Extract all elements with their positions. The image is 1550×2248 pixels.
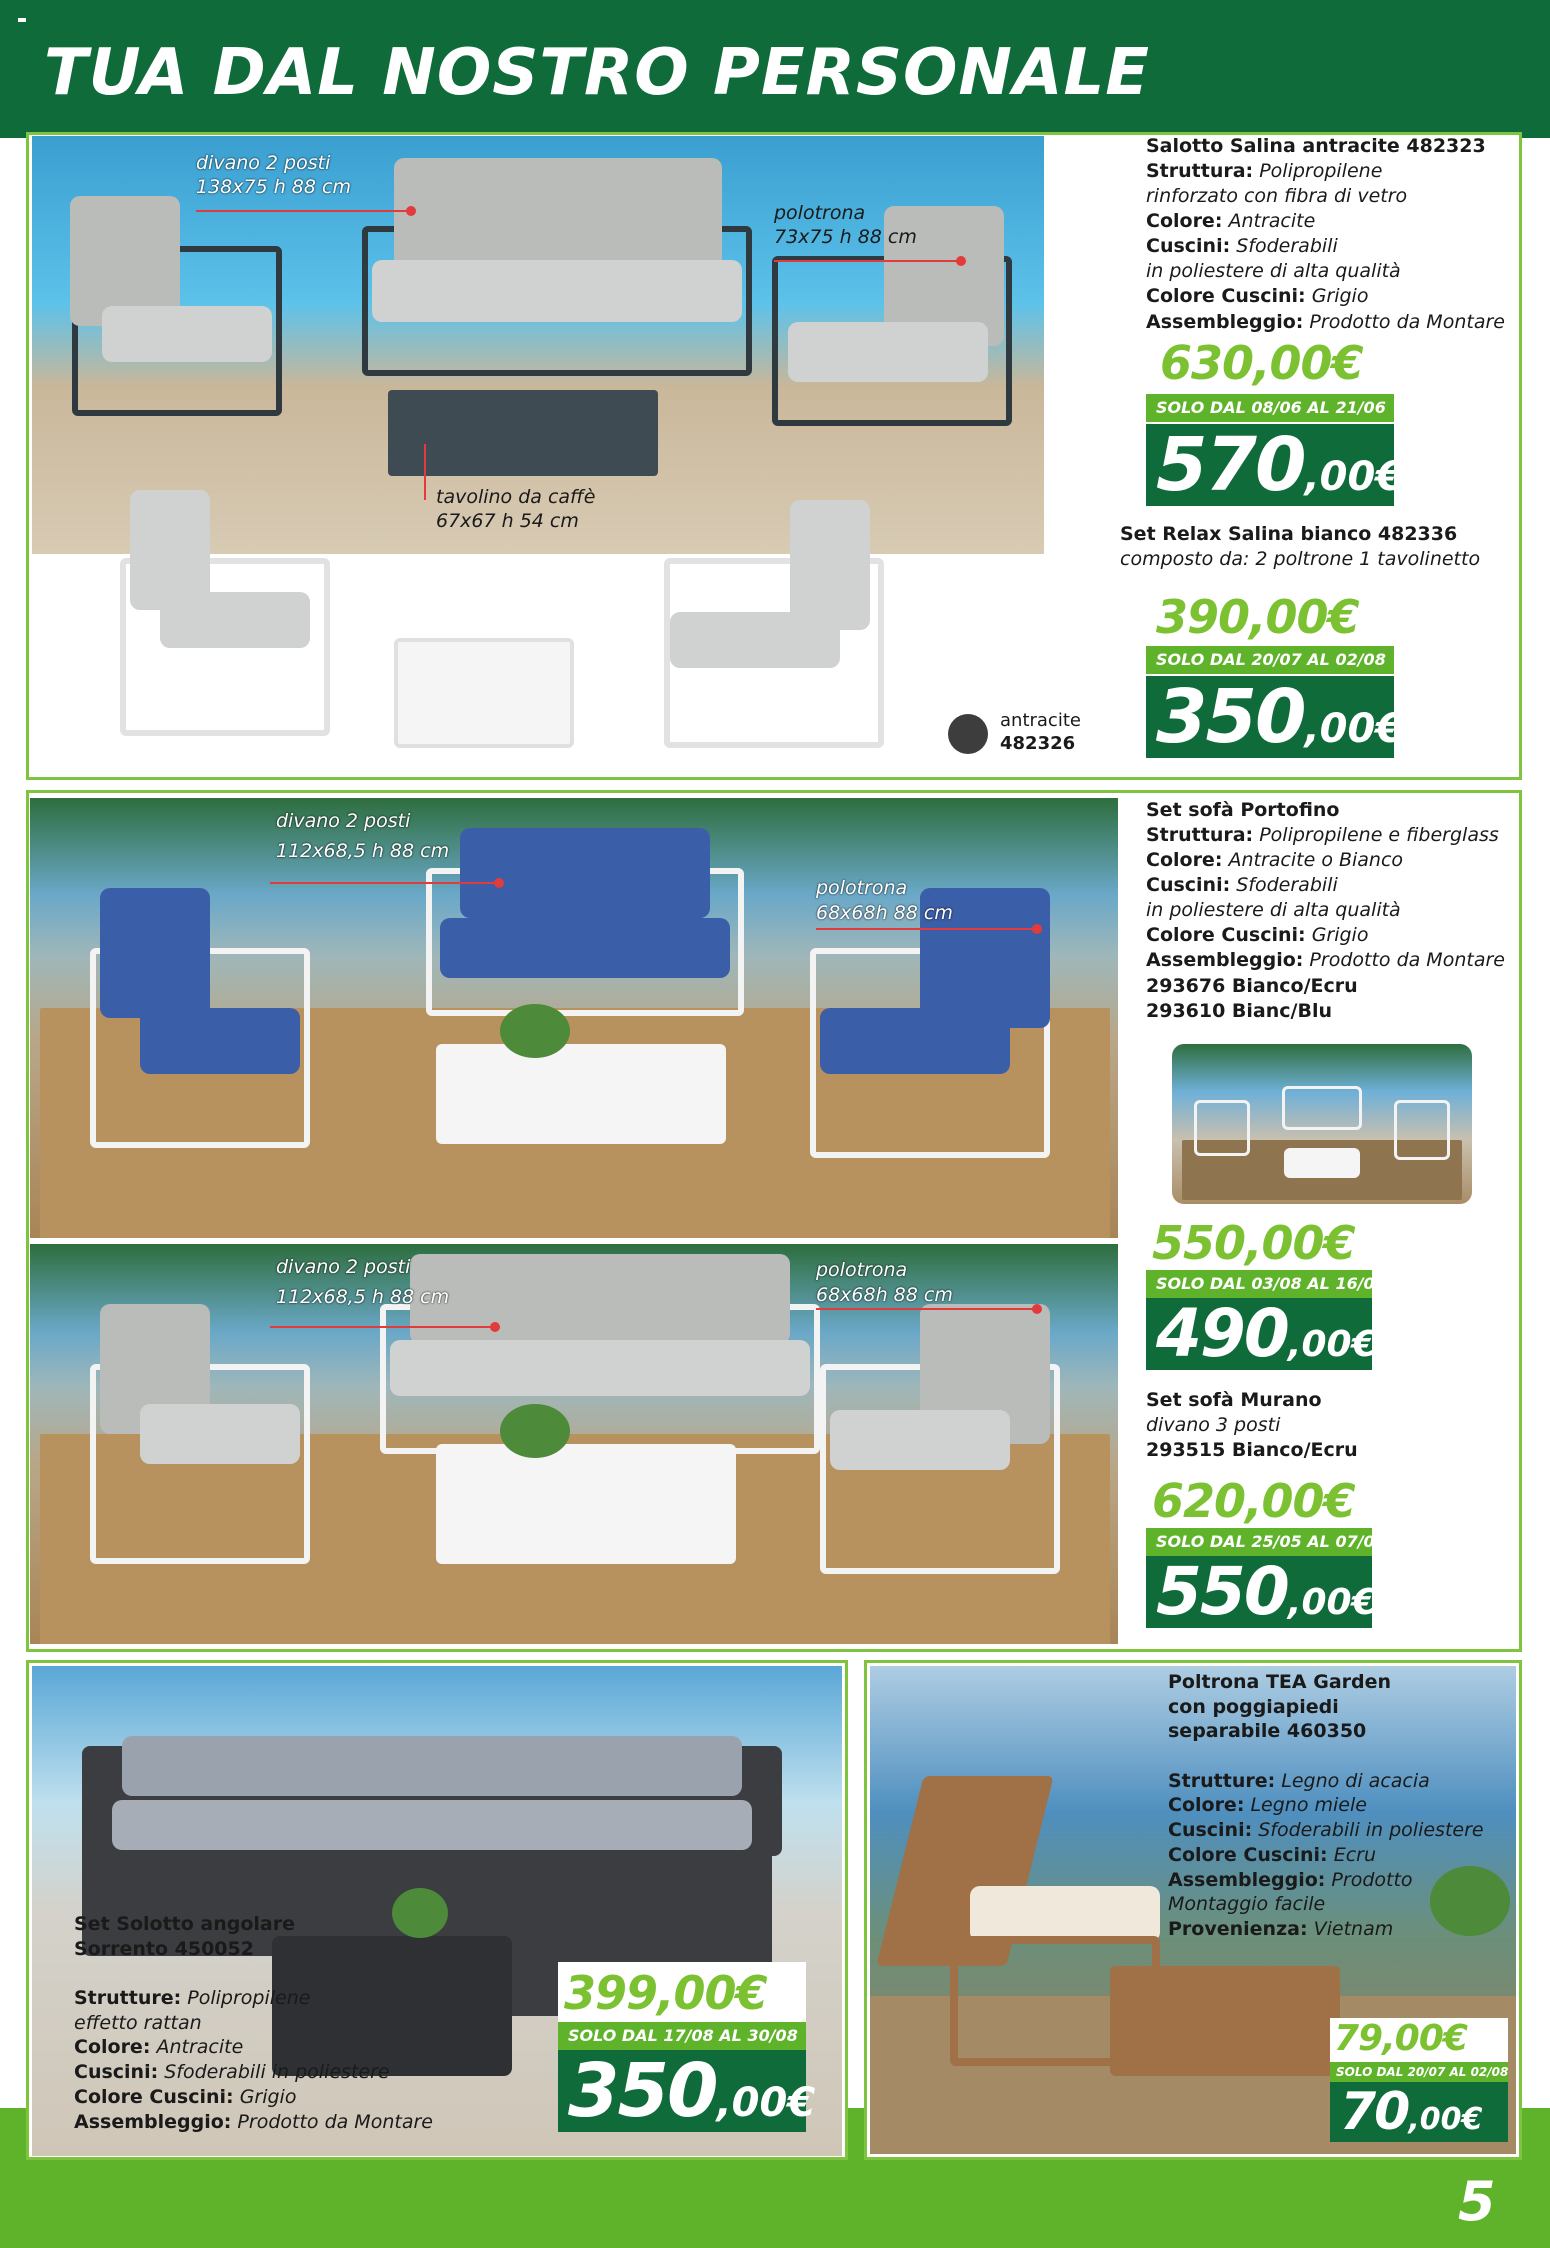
salina-divano-pointer-line xyxy=(196,210,412,212)
thumb-sofa xyxy=(1282,1086,1362,1130)
thumb-table xyxy=(1284,1148,1360,1178)
portofino-date: SOLO DAL 03/08 AL 16/08 xyxy=(1146,1270,1372,1298)
sorrento-assemblaggio-value: Prodotto da Montare xyxy=(237,2110,433,2133)
murano-right-chair-seat xyxy=(830,1410,1010,1470)
portofino-poltrona-text: polotrona xyxy=(816,877,908,899)
portofino-price-cents: ,00€ xyxy=(1287,1324,1377,1365)
salina-date: SOLO DAL 08/06 AL 21/06 xyxy=(1146,394,1394,422)
relax-info xyxy=(1120,522,1480,572)
salina-poltrona-dim: 73x75 h 88 cm xyxy=(774,225,917,248)
relax-right-chair-seat xyxy=(670,612,840,668)
murano-old-price: 620,00€ xyxy=(1152,1474,1355,1528)
thumb-right-chair xyxy=(1394,1100,1450,1160)
sorrento-price-main: 350 xyxy=(568,2048,717,2134)
salina-divano-text: divano 2 posti xyxy=(196,152,331,174)
sorrento-colore-cuscini-value: Grigio xyxy=(239,2085,297,2108)
portofino-poltrona-dim: 68x68h 88 cm xyxy=(816,901,953,924)
portofino-price-main: 490 xyxy=(1156,1295,1288,1372)
portofino-colore-cuscini-value: Grigio xyxy=(1311,924,1369,947)
salina-sofa-back xyxy=(394,158,722,268)
salina-poltrona-label xyxy=(774,202,917,250)
sorrento-old-price: 399,00€ xyxy=(564,1966,767,2020)
relax-price-main: 350 xyxy=(1156,674,1305,760)
murano-divano-pointer-line xyxy=(270,1326,496,1328)
relax-name-a: Set Relax Salina bianco xyxy=(1120,523,1378,545)
tea-provenienza-key: Provenienza: xyxy=(1168,1917,1308,1940)
tea-name2: con poggiapiedi xyxy=(1168,1695,1339,1718)
murano-date: SOLO DAL 25/05 AL 07/06 xyxy=(1146,1528,1372,1556)
portofino-struttura-value: Polipropilene e fiberglass xyxy=(1259,824,1499,847)
sorrento-cushions-seat xyxy=(112,1800,752,1850)
murano-code: 293515 Bianco/Ecru xyxy=(1146,1439,1358,1462)
tea-cuscini-value: Sfoderabili in poliestere xyxy=(1258,1819,1484,1842)
salina-divano-pointer-dot xyxy=(406,206,416,216)
sorrento-price xyxy=(558,2048,816,2134)
portofino-name: Set sofà Portofino xyxy=(1146,799,1340,821)
sorrento-struttura-key: Strutture: xyxy=(74,1987,182,2010)
salina-poltrona-pointer-line xyxy=(774,260,962,262)
sorrento-assemblaggio-key: Assembleggio: xyxy=(74,2110,232,2133)
salina-cuscini-key: Cuscini: xyxy=(1146,235,1231,258)
salina-divano-dim: 138x75 h 88 cm xyxy=(196,175,351,198)
portofino-assemblaggio-key: Assembleggio: xyxy=(1146,949,1304,972)
portofino-colore-key: Colore: xyxy=(1146,849,1223,872)
salina-poltrona-text: polotrona xyxy=(774,202,866,224)
portofino-divano-pointer-line xyxy=(270,882,500,884)
tea-name1: Poltrona TEA Garden xyxy=(1168,1671,1392,1693)
tea-assemblaggio-key: Assembleggio: xyxy=(1168,1868,1326,1891)
portofino-cuscini-key: Cuscini: xyxy=(1146,874,1231,897)
tea-colore-cuscini-value: Ecru xyxy=(1333,1843,1376,1866)
salina-struttura-key: Struttura: xyxy=(1146,160,1254,183)
portofino-sofa-back xyxy=(460,828,710,918)
portofino-left-chair-seat xyxy=(140,1008,300,1074)
relax-price xyxy=(1146,674,1404,760)
salina-relax-photo xyxy=(100,488,900,766)
tea-colore-value: Legno miele xyxy=(1250,1794,1367,1817)
sorrento-name1: Set Solotto angolare xyxy=(74,1913,295,1935)
salina-assemblaggio-value: Prodotto da Montare xyxy=(1309,310,1505,333)
murano-sofa-seat xyxy=(390,1340,810,1396)
tea-info xyxy=(1168,1670,1484,1942)
tea-date: SOLO DAL 20/07 AL 02/08 xyxy=(1330,2062,1508,2082)
salina-colore-key: Colore: xyxy=(1146,210,1223,233)
tea-price-cents: ,00€ xyxy=(1408,2102,1483,2137)
portofino-divano-dim: 112x68,5 h 88 cm xyxy=(276,840,450,863)
salina-tavolino-text: tavolino da caffè xyxy=(436,486,596,508)
sorrento-colore-key: Colore: xyxy=(74,2036,151,2059)
portofino-sofa-seat xyxy=(440,918,730,978)
relax-price-cents: ,00€ xyxy=(1304,706,1404,752)
sorrento-price-cents: ,00€ xyxy=(716,2080,816,2126)
sorrento-cuscini-key: Cuscini: xyxy=(74,2061,159,2084)
relax-table xyxy=(394,638,574,748)
tea-chair-seat xyxy=(970,1886,1160,1942)
portofino-code2: 293610 Bianc/Blu xyxy=(1146,999,1333,1022)
sorrento-info xyxy=(74,1912,433,2134)
relax-name-b: 482336 xyxy=(1377,523,1458,545)
portofino-poltrona-pointer-dot xyxy=(1032,924,1042,934)
murano-price-main: 550 xyxy=(1156,1553,1288,1630)
tea-struttura-value: Legno di acacia xyxy=(1281,1769,1430,1792)
murano-price xyxy=(1146,1553,1377,1630)
portofino-colore-cuscini-key: Colore Cuscini: xyxy=(1146,924,1306,947)
salina-colore-cuscini-value: Grigio xyxy=(1311,285,1369,308)
tea-cuscini-key: Cuscini: xyxy=(1168,1819,1253,1842)
tea-old-price: 79,00€ xyxy=(1334,2018,1467,2059)
thumb-left-chair xyxy=(1194,1100,1250,1156)
murano-divano-label xyxy=(276,1252,449,1313)
portofino-photo xyxy=(30,798,1118,1238)
salina-struttura-value: Polipropilene xyxy=(1259,160,1383,183)
relax-left-chair-seat xyxy=(160,592,310,648)
tea-struttura-key: Strutture: xyxy=(1168,1769,1276,1792)
portofino-code1: 293676 Bianco/Ecru xyxy=(1146,974,1358,997)
sorrento-colore-value: Antracite xyxy=(156,2036,244,2059)
portofino-price xyxy=(1146,1295,1377,1372)
tea-colore-cuscini-key: Colore Cuscini: xyxy=(1168,1843,1328,1866)
sorrento-struttura-value2: effetto rattan xyxy=(74,2011,202,2034)
murano-info xyxy=(1146,1388,1358,1463)
salina-right-chair-seat xyxy=(788,322,988,382)
murano-poltrona-dim: 68x68h 88 cm xyxy=(816,1283,953,1306)
tea-montaggio: Montaggio facile xyxy=(1168,1893,1326,1916)
salina-colore-value: Antracite xyxy=(1228,210,1316,233)
salina-cuscini-value: Sfoderabili xyxy=(1236,235,1338,258)
salina-name: Salotto Salina antracite 482323 xyxy=(1146,135,1486,157)
tea-provenienza-value: Vietnam xyxy=(1313,1917,1394,1940)
portofino-colore-value: Antracite o Bianco xyxy=(1228,849,1404,872)
murano-photo xyxy=(30,1244,1118,1644)
salina-info xyxy=(1146,134,1505,335)
sorrento-date: SOLO DAL 17/08 AL 30/08 xyxy=(558,2022,806,2050)
murano-poltrona-label xyxy=(816,1258,953,1307)
antracite-swatch xyxy=(948,714,988,754)
salina-poltrona-pointer-dot xyxy=(956,256,966,266)
portofino-right-chair-seat xyxy=(820,1008,1010,1074)
salina-price-main: 570 xyxy=(1156,422,1305,508)
murano-name: Set sofà Murano xyxy=(1146,1389,1322,1411)
relax-date: SOLO DAL 20/07 AL 02/08 xyxy=(1146,646,1394,674)
portofino-old-price: 550,00€ xyxy=(1152,1216,1355,1270)
salina-cuscini-value2: in poliestere di alta qualità xyxy=(1146,260,1401,283)
murano-poltrona-text: polotrona xyxy=(816,1259,908,1281)
portofino-assemblaggio-value: Prodotto da Montare xyxy=(1309,949,1505,972)
portofino-table xyxy=(436,1044,726,1144)
tea-price-main: 70 xyxy=(1340,2082,1409,2142)
murano-poltrona-pointer-dot xyxy=(1032,1304,1042,1314)
tea-assemblaggio-value: Prodotto xyxy=(1331,1868,1413,1891)
murano-divano-dim: 112x68,5 h 88 cm xyxy=(276,1286,450,1309)
salina-coffee-table xyxy=(388,390,658,476)
sorrento-struttura-value: Polipropilene xyxy=(187,1987,311,2010)
salina-price-cents: ,00€ xyxy=(1304,454,1404,500)
murano-divano-pointer-dot xyxy=(490,1322,500,1332)
salina-divano-label xyxy=(196,152,351,200)
portofino-divano-pointer-dot xyxy=(494,878,504,888)
relax-old-price: 390,00€ xyxy=(1156,590,1359,644)
portofino-left-chair-back xyxy=(100,888,210,1018)
murano-poltrona-pointer-line xyxy=(816,1308,1038,1310)
portofino-poltrona-pointer-line xyxy=(816,928,1038,930)
murano-left-chair-seat xyxy=(140,1404,300,1464)
page-number: 5 xyxy=(1458,2170,1496,2233)
corner-mark xyxy=(18,18,26,22)
portofino-cuscini-value: Sfoderabili xyxy=(1236,874,1338,897)
salina-tavolino-dim: 67x67 h 54 cm xyxy=(436,509,579,532)
sorrento-cuscini-value: Sfoderabili in poliestere xyxy=(164,2061,390,2084)
portofino-struttura-key: Struttura: xyxy=(1146,824,1254,847)
salina-colore-cuscini-key: Colore Cuscini: xyxy=(1146,285,1306,308)
relax-composition: composto da: 2 poltrone 1 tavolinetto xyxy=(1120,548,1481,571)
murano-sofa-back xyxy=(410,1254,790,1344)
swatch-color-name: antracite xyxy=(1000,710,1081,731)
salina-sofa-seat xyxy=(372,260,742,322)
relax-right-chair-back xyxy=(790,500,870,630)
tea-footrest xyxy=(1110,1966,1340,2076)
swatch-code: 482326 xyxy=(1000,732,1076,754)
portofino-anthracite-thumbnail xyxy=(1172,1044,1472,1204)
salina-old-price: 630,00€ xyxy=(1160,336,1363,390)
murano-divano-text: divano 2 posti xyxy=(276,1256,411,1278)
murano-plant xyxy=(500,1404,570,1458)
tea-colore-key: Colore: xyxy=(1168,1794,1245,1817)
portofino-plant xyxy=(500,1004,570,1058)
sorrento-name2: Sorrento 450052 xyxy=(74,1937,254,1960)
salina-assemblaggio-key: Assembleggio: xyxy=(1146,310,1304,333)
portofino-cuscini-value2: in poliestere di alta qualità xyxy=(1146,899,1401,922)
murano-table xyxy=(436,1444,736,1564)
portofino-divano-text: divano 2 posti xyxy=(276,810,411,832)
salina-left-chair-seat xyxy=(102,306,272,362)
antracite-swatch-label xyxy=(1000,710,1081,755)
salina-struttura-value2: rinforzato con fibra di vetro xyxy=(1146,185,1408,208)
portofino-poltrona-label xyxy=(816,876,953,925)
portofino-info xyxy=(1146,798,1505,1024)
sorrento-cushions-back xyxy=(122,1736,742,1796)
sorrento-colore-cuscini-key: Colore Cuscini: xyxy=(74,2085,234,2108)
murano-line2: divano 3 posti xyxy=(1146,1414,1281,1437)
tea-price xyxy=(1330,2082,1508,2142)
portofino-divano-label xyxy=(276,806,449,867)
tea-name3: separabile 460350 xyxy=(1168,1720,1367,1743)
murano-price-cents: ,00€ xyxy=(1287,1582,1377,1623)
page-title: TUA DAL NOSTRO PERSONALE xyxy=(44,36,1150,110)
salina-price xyxy=(1146,422,1404,508)
